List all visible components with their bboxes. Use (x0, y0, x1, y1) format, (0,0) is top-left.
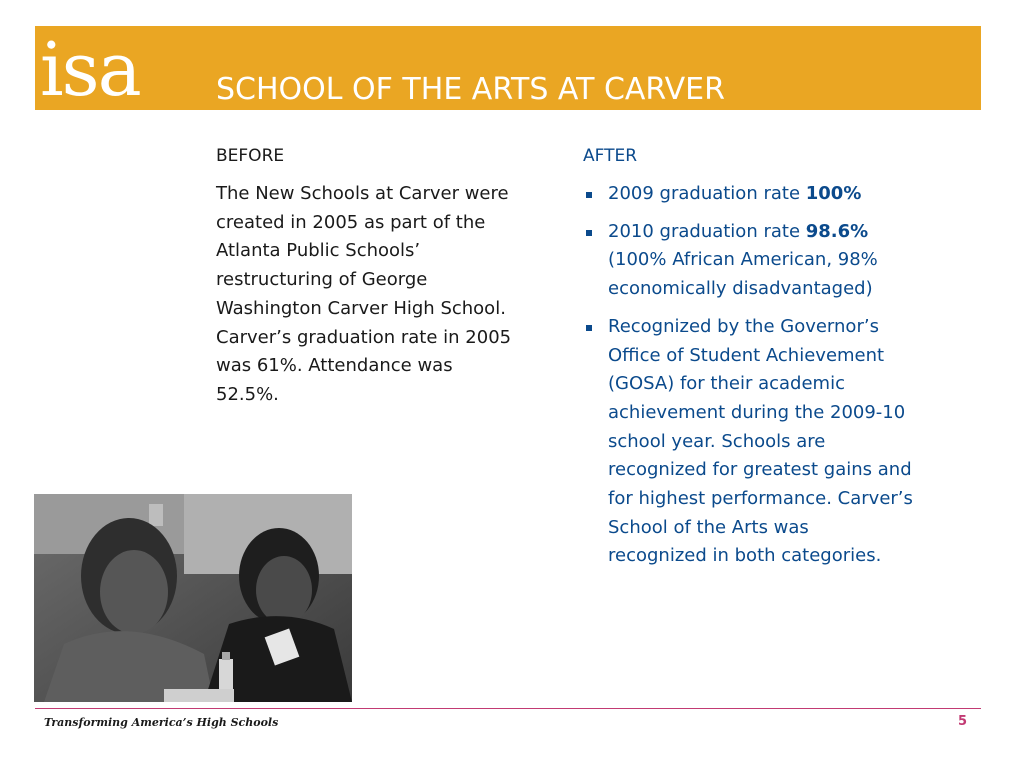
slide-title: SCHOOL OF THE ARTS AT CARVER (216, 72, 725, 108)
after-item-text: 2009 graduation rate (608, 183, 806, 204)
after-item-text: Recognized by the Governor’s Office of Student Achievement (GOSA) for their academic achievement during the 2009-10 school year. Schools are recognized for greatest gains and for highest performance. Carver’s School of the Arts was recognized in both categories. (608, 315, 913, 567)
square-bullet-icon (586, 192, 592, 198)
after-list (583, 180, 913, 571)
after-column (583, 145, 913, 580)
footer-divider (35, 708, 981, 709)
after-item-suffix: (100% African American, 98% economically disadvantaged) (608, 249, 878, 300)
square-bullet-icon (586, 230, 592, 236)
students-photo-illustration (34, 494, 352, 702)
after-heading: AFTER (583, 146, 638, 166)
isa-logo (40, 27, 168, 118)
page-number: 5 (958, 714, 968, 729)
after-item-highlight: 100% (805, 183, 862, 204)
after-list-item (583, 218, 913, 304)
after-list-item (583, 313, 913, 571)
footer-tagline: Transforming America’s High Schools (44, 716, 279, 729)
students-photo (34, 494, 352, 702)
after-list-item (583, 180, 913, 209)
before-body: The New Schools at Carver were created in 2005 as part of the Atlanta Public Schools’ restructuring of George Washington Carver High School. Carver’s graduation rate in 2005 was 61%. Attendance was 52.5%. (216, 183, 512, 405)
before-heading: BEFORE (216, 146, 285, 166)
after-item-highlight: 98.6% (805, 220, 869, 242)
isa-logo-text: isa (40, 27, 140, 113)
square-bullet-icon (586, 325, 592, 331)
after-item-text: 2010 graduation rate (608, 220, 806, 242)
before-column (216, 145, 516, 410)
